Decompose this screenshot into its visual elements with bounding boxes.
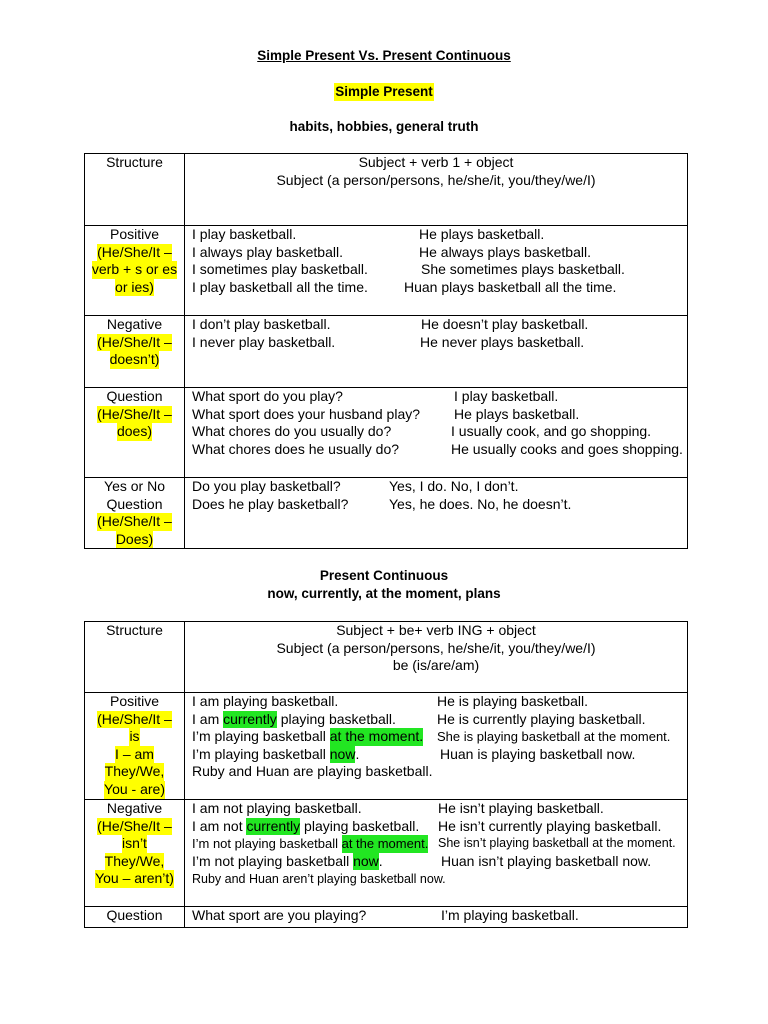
- structure-line: Subject (a person/persons, he/she/it, you/they/we/I): [276, 639, 596, 656]
- rule-note-highlight: or ies): [115, 278, 154, 295]
- rule-note-line: [85, 728, 184, 746]
- structure-formula: [185, 622, 687, 692]
- example-third-person: He is playing basketball.: [437, 693, 588, 709]
- table-row-positive: [85, 225, 687, 315]
- example-answer: I usually cook, and go shopping.: [451, 423, 652, 440]
- rule-note-highlight: (He/She/It –: [97, 817, 172, 834]
- rule-note-highlight: verb + s or es: [91, 261, 178, 278]
- example-first-person: I never play basketball.: [192, 333, 336, 350]
- rule-note-line: [85, 334, 184, 352]
- example-first-person: [192, 836, 428, 851]
- row-content: [185, 800, 687, 906]
- example-line: [192, 478, 687, 496]
- example-text: I’m playing basketball: [192, 745, 330, 762]
- row-label: [85, 388, 185, 477]
- rule-note-highlight: (He/She/It –: [97, 333, 172, 350]
- time-word-highlight: at the moment.: [329, 728, 424, 745]
- table-row-negative: [85, 799, 687, 906]
- rule-note-line: [85, 835, 184, 853]
- example-first-person: I sometimes play basketball.: [192, 261, 368, 278]
- structure-line: Subject (a person/persons, he/she/it, you/they/we/I): [276, 171, 596, 188]
- rule-note-line: [85, 711, 184, 729]
- example-line: [192, 261, 687, 279]
- example-answer: I’m playing basketball.: [441, 907, 579, 923]
- rule-note-line: [85, 244, 184, 262]
- table-row-structure: [85, 622, 687, 692]
- example-line: [192, 388, 687, 406]
- row-label: [85, 316, 185, 387]
- row-label-text: Negative: [106, 316, 163, 332]
- example-line: [192, 441, 687, 459]
- time-word-highlight: at the moment.: [341, 836, 429, 852]
- example-question: What sport does your husband play?: [192, 405, 421, 422]
- row-label: [85, 478, 185, 548]
- example-line: [192, 835, 687, 853]
- table-row-question: [85, 387, 687, 477]
- example-line: [192, 316, 687, 334]
- row-content: [185, 693, 687, 799]
- structure-line: Subject + verb 1 + object: [358, 154, 514, 170]
- section-subheading-present-continuous: now, currently, at the moment, plans: [267, 586, 501, 601]
- rule-note-highlight: doesn’t): [109, 351, 160, 368]
- row-label-text: Negative: [106, 800, 163, 816]
- rule-note-highlight: (He/She/It –: [97, 405, 172, 422]
- row-label-text: Positive: [109, 693, 160, 709]
- section-heading-simple-present: [0, 83, 768, 101]
- rule-note-highlight: I – am: [115, 745, 154, 762]
- example-text: .: [355, 745, 360, 762]
- example-first-person: I play basketball.: [192, 226, 297, 242]
- example-text: I’m not playing basketball: [192, 836, 342, 852]
- row-label-text: Question: [106, 907, 163, 923]
- row-label-text: Positive: [109, 226, 160, 242]
- example-question: Does he play basketball?: [192, 495, 349, 512]
- example-first-person: [192, 818, 419, 834]
- example-line: [192, 406, 687, 424]
- example-plural: Ruby and Huan aren’t playing basketball now.: [192, 872, 446, 887]
- row-content: [185, 388, 687, 477]
- row-label-text: Structure: [106, 154, 163, 170]
- example-question: What sport are you playing?: [192, 907, 367, 923]
- example-third-person: Huan isn’t playing basketball now.: [441, 852, 652, 869]
- simple-present-table: [84, 153, 688, 549]
- example-third-person: He isn’t playing basketball.: [438, 800, 604, 816]
- rule-note-line: [85, 781, 184, 799]
- rule-note-highlight: (He/She/It –: [97, 710, 172, 727]
- rule-note-line: [85, 261, 184, 279]
- row-label: [85, 226, 185, 315]
- rule-note-highlight: does): [116, 423, 153, 440]
- table-row-structure: [85, 154, 687, 225]
- row-label: [85, 622, 185, 692]
- example-line: [192, 693, 687, 711]
- example-line: [192, 763, 687, 781]
- row-content: [185, 316, 687, 387]
- example-line: [192, 746, 687, 764]
- time-word-highlight: currently: [246, 817, 301, 834]
- row-label: [85, 154, 185, 225]
- present-continuous-table: [84, 621, 688, 928]
- example-answer: Yes, he does. No, he doesn’t.: [389, 495, 572, 512]
- structure-line: be (is/are/am): [392, 657, 480, 674]
- example-line: [192, 496, 687, 514]
- example-third-person: She is playing basketball at the moment.: [437, 729, 671, 745]
- example-line: [192, 853, 687, 871]
- time-word-highlight: now: [353, 852, 379, 869]
- example-line: [192, 423, 687, 441]
- example-text: playing basketball.: [276, 710, 396, 727]
- example-answer: I play basketball.: [454, 388, 559, 404]
- rule-note-highlight: (He/She/It –: [97, 243, 172, 260]
- example-line: [192, 800, 687, 818]
- example-text: I’m playing basketball: [192, 728, 330, 745]
- rule-note-line: [85, 423, 184, 441]
- row-label-text: Structure: [106, 622, 163, 638]
- example-answer: He plays basketball.: [454, 405, 580, 422]
- rule-note-highlight: is: [129, 728, 140, 745]
- time-word-highlight: now: [329, 745, 356, 762]
- rule-note-line: [85, 513, 184, 531]
- example-question: What sport do you play?: [192, 388, 343, 404]
- row-label: [85, 693, 185, 799]
- rule-note-highlight: They/We,: [104, 763, 165, 780]
- example-third-person: He always plays basketball.: [419, 243, 591, 260]
- example-third-person: Huan is playing basketball now.: [440, 745, 636, 762]
- structure-line: Subject + be+ verb ING + object: [336, 622, 536, 638]
- rule-note-line: [85, 351, 184, 369]
- example-text: .: [378, 852, 383, 869]
- example-third-person: She isn’t playing basketball at the moment.: [438, 836, 676, 851]
- rule-note-highlight: Does): [115, 530, 154, 547]
- example-third-person: He plays basketball.: [419, 226, 545, 242]
- document-title: Simple Present Vs. Present Continuous: [257, 48, 511, 63]
- example-third-person: He isn’t currently playing basketball.: [438, 817, 662, 834]
- example-third-person: He doesn’t play basketball.: [421, 316, 589, 332]
- rule-note-line: [85, 818, 184, 836]
- example-third-person: He is currently playing basketball.: [437, 710, 646, 727]
- example-text: I’m not playing basketball: [192, 852, 354, 869]
- example-text: I am not: [192, 817, 247, 834]
- example-third-person: She sometimes plays basketball.: [421, 261, 625, 278]
- rule-note-line: [85, 746, 184, 764]
- example-first-person: [192, 853, 383, 869]
- rule-note-highlight: isn’t: [122, 835, 147, 852]
- rule-note-line: [85, 853, 184, 871]
- row-content: [185, 478, 687, 548]
- example-line: [192, 870, 687, 888]
- structure-formula: [185, 154, 687, 225]
- table-row-positive: [85, 692, 687, 799]
- example-line: [192, 226, 687, 244]
- time-word-highlight: currently: [223, 710, 277, 727]
- rule-note-highlight: You - are): [104, 780, 165, 797]
- section-heading-present-continuous: Present Continuous: [319, 568, 449, 583]
- example-line: [192, 818, 687, 836]
- rule-note-highlight: (He/She/It –: [97, 513, 172, 530]
- example-line: [192, 334, 687, 352]
- rule-note-line: [85, 406, 184, 424]
- example-first-person: I always play basketball.: [192, 243, 343, 260]
- section-subheading-simple-present: habits, hobbies, general truth: [289, 119, 479, 134]
- example-line: [192, 728, 687, 746]
- example-first-person: I don’t play basketball.: [192, 316, 331, 332]
- example-first-person: I am playing basketball.: [192, 693, 339, 709]
- example-answer: Yes, I do. No, I don’t.: [389, 478, 519, 494]
- example-text: I am: [192, 710, 224, 727]
- example-question: What chores do you usually do?: [192, 423, 392, 440]
- example-answer: He usually cooks and goes shopping.: [451, 440, 683, 457]
- rule-note-line: [85, 763, 184, 781]
- example-first-person: [192, 746, 359, 762]
- rule-note-line: [85, 279, 184, 297]
- rule-note-line: [85, 870, 184, 888]
- row-content: [185, 226, 687, 315]
- rule-note-line: [85, 531, 184, 549]
- row-label: [85, 907, 185, 927]
- example-line: [192, 244, 687, 262]
- row-label-text: Yes or No: [104, 478, 165, 494]
- section-heading-text: Simple Present: [335, 84, 433, 99]
- example-plural: Ruby and Huan are playing basketball.: [192, 763, 433, 780]
- example-line: [192, 279, 687, 297]
- rule-note-highlight: You – aren’t): [95, 870, 174, 887]
- example-line: [192, 711, 687, 729]
- example-question: What chores does he usually do?: [192, 440, 400, 457]
- table-row-negative: [85, 315, 687, 387]
- row-label: [85, 800, 185, 906]
- example-third-person: He never plays basketball.: [420, 333, 585, 350]
- table-row-yes-no-question: [85, 477, 687, 548]
- table-row-question: [85, 906, 687, 927]
- row-label-text: Question: [106, 388, 163, 404]
- example-first-person: [192, 711, 396, 727]
- example-first-person: [192, 728, 423, 744]
- example-first-person: I am not playing basketball.: [192, 800, 362, 816]
- rule-note-highlight: They/We,: [104, 852, 165, 869]
- row-label-text: Question: [106, 495, 163, 512]
- example-line: [192, 907, 687, 925]
- row-content: [185, 907, 687, 927]
- example-third-person: Huan plays basketball all the time.: [404, 278, 617, 295]
- example-question: Do you play basketball?: [192, 478, 341, 494]
- example-text: playing basketball.: [300, 817, 420, 834]
- example-first-person: I play basketball all the time.: [192, 278, 368, 295]
